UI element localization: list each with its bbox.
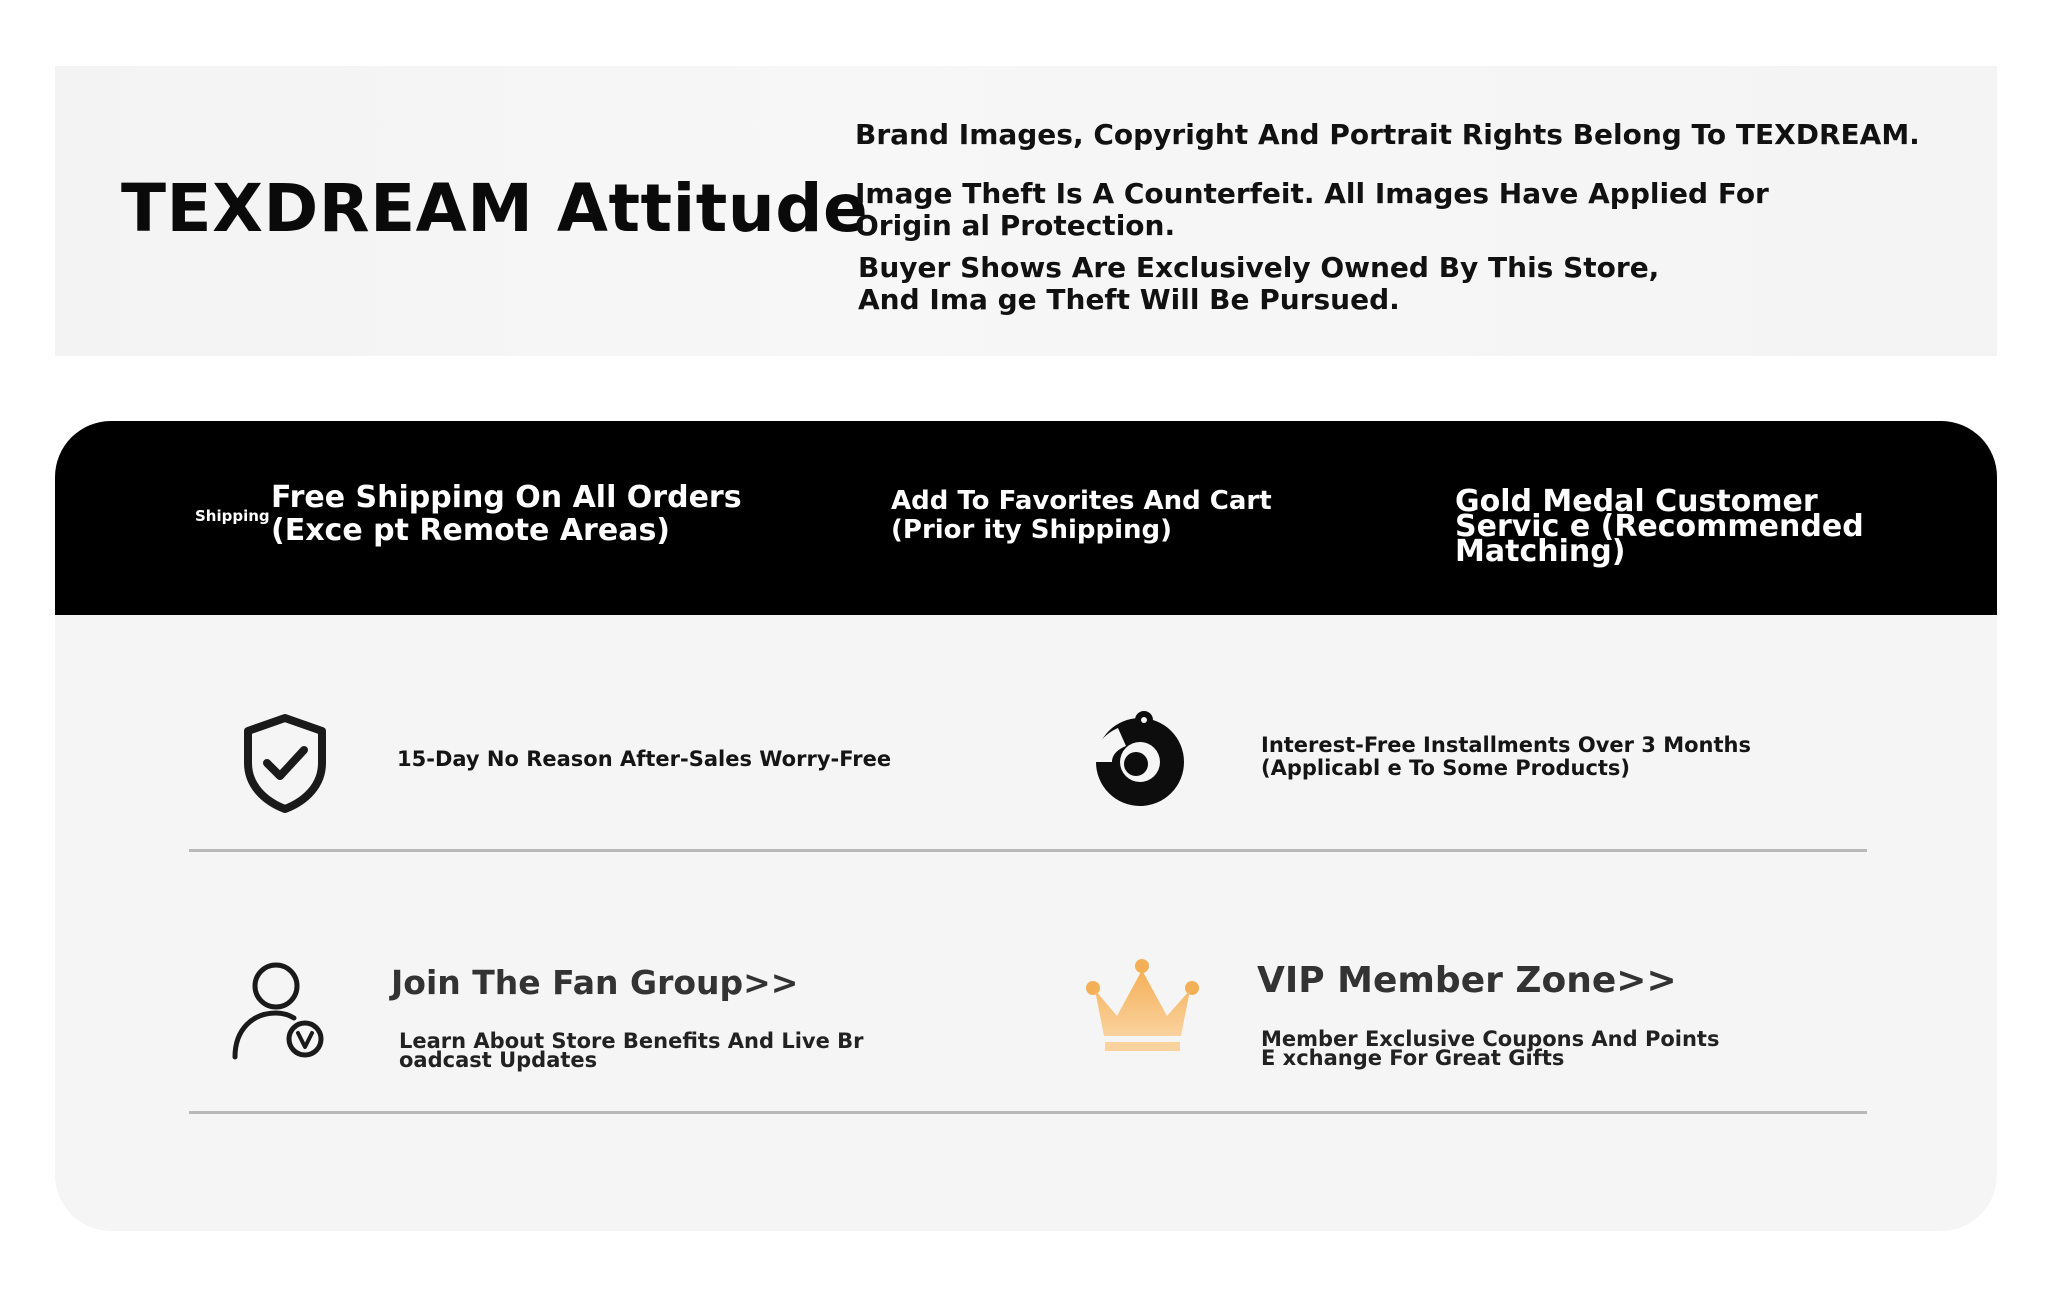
shield-check-icon — [240, 713, 330, 813]
promo-bar — [55, 421, 1997, 615]
favorites-cart-text: Add To Favorites And Cart (Prior ity Shipping) — [891, 486, 1272, 545]
after-sales-text: 15-Day No Reason After-Sales Worry-Free — [397, 747, 892, 771]
shipping-label: Shipping — [195, 507, 270, 525]
buyer-show-notice: Buyer Shows Are Exclusively Owned By This Store, And Ima ge Theft Will Be Pursued. — [858, 251, 1660, 316]
image-theft-notice: Image Theft Is A Counterfeit. All Images Have Applied For Origin al Protection. — [855, 177, 1769, 242]
vip-zone-description: Member Exclusive Coupons And Points E xchange For Great Gifts — [1261, 1027, 1720, 1070]
user-vip-icon — [231, 961, 331, 1061]
store-services-card — [55, 421, 1997, 1231]
fan-group-description: Learn About Store Benefits And Live Br oadcast Updates — [399, 1029, 864, 1072]
copyright-notice: Brand Images, Copyright And Portrait Rights Belong To TEXDREAM. — [855, 118, 1920, 151]
vip-zone-link[interactable]: VIP Member Zone>> — [1257, 960, 1677, 1001]
row-divider — [189, 849, 1867, 852]
brand-notice-banner — [55, 66, 1997, 356]
free-shipping-text: Free Shipping On All Orders (Exce pt Remote Areas) — [271, 480, 742, 548]
customer-service-text: Gold Medal Customer Servic e (Recommended Matching) — [1455, 484, 1864, 569]
crown-icon — [1085, 958, 1200, 1054]
installments-text: Interest-Free Installments Over 3 Months (Applicabl e To Some Products) — [1261, 733, 1751, 780]
fan-group-link[interactable]: Join The Fan Group>> — [391, 963, 799, 1002]
row-divider — [189, 1111, 1867, 1114]
huabei-logo-icon — [1090, 706, 1190, 808]
brand-title: TEXDREAM Attitude — [121, 170, 869, 247]
